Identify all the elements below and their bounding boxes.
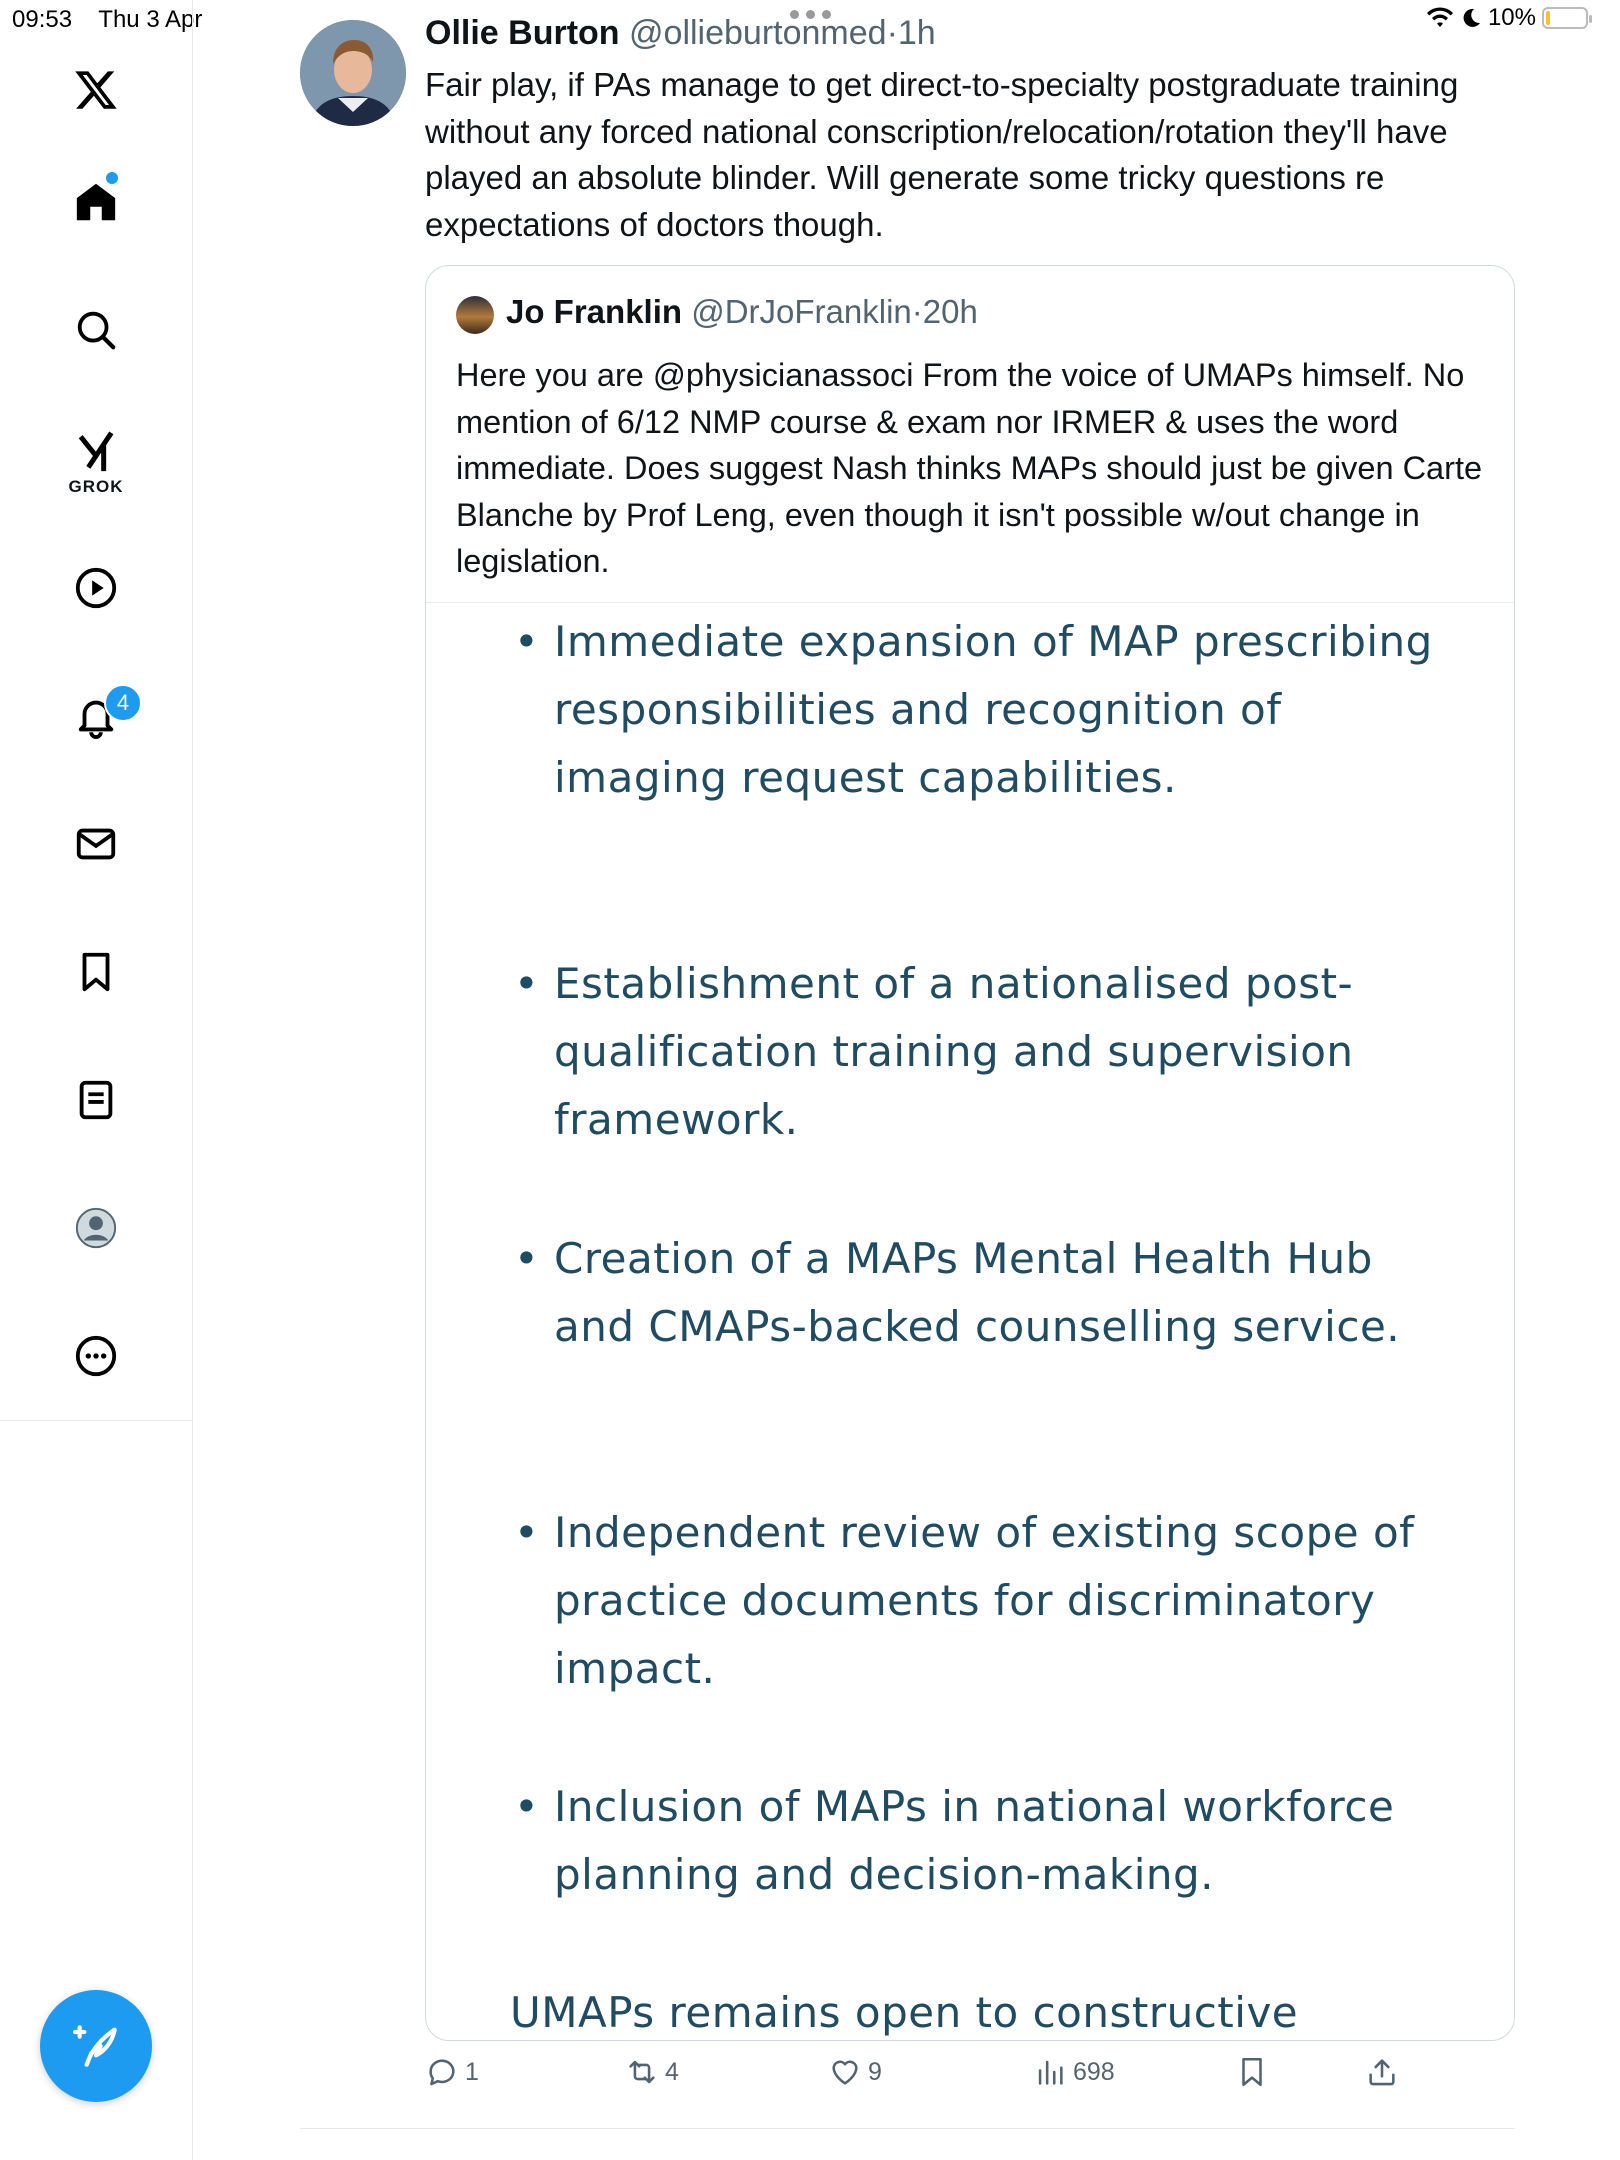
status-time: 09:53 <box>12 6 73 33</box>
tweet-actions <box>425 2055 1515 2105</box>
share-icon <box>1365 2055 1399 2089</box>
compose-post-button[interactable] <box>40 1990 152 2102</box>
tweet-header <box>425 14 936 53</box>
sidebar-divider <box>0 1420 192 1421</box>
profile-icon[interactable] <box>70 1202 122 1254</box>
sidebar <box>0 0 193 2160</box>
bookmark-tweet-icon <box>1235 2055 1269 2089</box>
bookmark-icon[interactable] <box>70 946 122 998</box>
home-notification-dot <box>106 172 118 184</box>
moon-icon <box>1460 7 1482 29</box>
author-handle[interactable]: @ollieburtonmed <box>629 14 887 52</box>
mail-icon[interactable] <box>70 818 122 870</box>
reply-icon <box>425 2055 459 2089</box>
grok-icon[interactable] <box>70 426 122 478</box>
image-closing-text: UMAPs remains open to constructive <box>510 1988 1299 2037</box>
timeline-divider <box>300 2128 1515 2129</box>
quoted-tweet-text: Here you are @physicianassoci From the voice of UMAPs himself. No mention of 6/12 NMP course & exam nor IRMER & uses the word immediate. Does suggest Nash thinks MAPs should just be given Carte Blanche by Prof Leng, even though it isn't possible w/out change in legislation. <box>456 357 1483 579</box>
quoted-tweet[interactable] <box>425 265 1515 2041</box>
image-bullet-item: • Independent review of existing scope of practice documents for discriminatory impact. <box>554 1499 1454 1703</box>
status-bar-right <box>1426 4 1588 32</box>
views-count: 698 <box>1073 2057 1115 2086</box>
heart-icon <box>828 2055 862 2089</box>
battery-icon <box>1542 7 1588 29</box>
like-count: 9 <box>868 2057 882 2086</box>
search-icon[interactable] <box>70 304 122 356</box>
author-name[interactable]: Ollie Burton <box>425 14 620 52</box>
tweet-text: Fair play, if PAs manage to get direct-to-specialty postgraduate training without any forced national conscription/relocation/rotation they'll have played an absolute blinder. Will generate some tricky questions re expectations of doctors though. <box>425 66 1459 243</box>
quoted-tweet-time: 20h <box>922 293 978 330</box>
more-icon[interactable] <box>70 1330 122 1382</box>
author-avatar[interactable] <box>300 20 406 126</box>
battery-percent: 10% <box>1487 4 1536 31</box>
views-button[interactable] <box>1033 2055 1115 2089</box>
reply-count: 1 <box>465 2057 479 2086</box>
status-date: Thu 3 Apr <box>98 6 203 33</box>
share-button[interactable] <box>1365 2055 1399 2089</box>
repost-icon <box>625 2055 659 2089</box>
tweet-time[interactable]: 1h <box>897 14 936 52</box>
video-play-icon[interactable] <box>70 562 122 614</box>
bookmark-tweet-button[interactable] <box>1235 2055 1269 2089</box>
wifi-icon <box>1426 7 1454 29</box>
quoted-author-name: Jo Franklin <box>506 293 683 330</box>
image-bullet-item: • Creation of a MAPs Mental Health Hub and CMAPs-backed counselling service. <box>554 1225 1454 1361</box>
separator-dot: · <box>886 14 898 52</box>
reply-button[interactable] <box>425 2055 479 2089</box>
views-icon <box>1033 2055 1067 2089</box>
home-icon[interactable] <box>70 176 122 228</box>
quoted-tweet-header <box>506 293 978 331</box>
lists-icon[interactable] <box>70 1074 122 1126</box>
quoted-tweet-image[interactable] <box>426 602 1514 2041</box>
quoted-separator-dot: · <box>911 293 923 330</box>
quoted-author-avatar[interactable] <box>456 296 494 334</box>
quoted-author-handle: @DrJoFranklin <box>691 293 912 330</box>
notifications-badge: 4 <box>104 684 142 722</box>
image-bullet-item: • Establishment of a nationalised post-qualification training and supervision framework. <box>554 950 1454 1154</box>
repost-count: 4 <box>665 2057 679 2086</box>
image-bullet-item: • Immediate expansion of MAP prescribing responsibilities and recognition of imaging request capabilities. <box>554 608 1454 812</box>
like-button[interactable] <box>828 2055 882 2089</box>
repost-button[interactable] <box>625 2055 679 2089</box>
grok-label: GROK <box>68 477 124 496</box>
compose-post-icon <box>68 2018 124 2074</box>
x-logo-icon[interactable] <box>70 64 122 116</box>
image-bullet-item: • Inclusion of MAPs in national workforce planning and decision-making. <box>554 1773 1454 1909</box>
